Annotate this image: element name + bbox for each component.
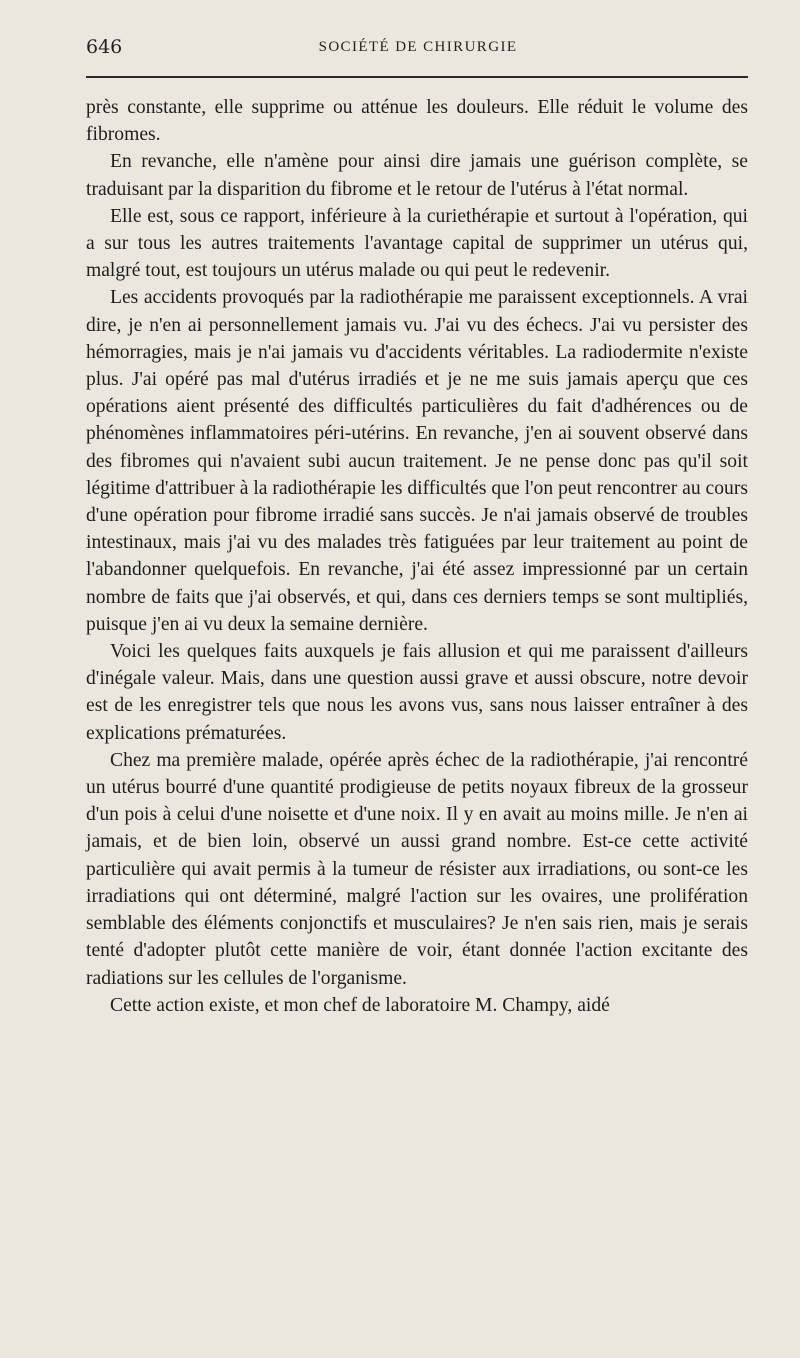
paragraph-6: Chez ma première malade, opérée après échec de la radiothérapie, j'ai rencontré un utérus bourré d'une quantité prodigieuse de petits noyaux fibreux de la grosseur d'un pois à celui d'une noisette et d'une noix. Il y en avait au moins mille. Je n'en ai jamais, et de bien loin, observé un aussi grand nombre. Est-ce cette activité particulière qui avait permis à la tumeur de résister aux irradiations, ou sont-ce les irradiations qui ont déterminé, malgré l'action sur les ovaires, une prolifération semblable des éléments conjonctifs et musculaires? Je n'en sais rien, mais je serais tenté d'adopter plutôt cette manière de voir, étant donnée l'action excitante des radiations sur les cellules de l'organisme.	[86, 749, 748, 989]
paragraph-5: Voici les quelques faits auxquels je fais allusion et qui me paraissent d'ailleurs d'inégale valeur. Mais, dans une question aussi grave et aussi obscure, notre devoir est de les enregistrer tels que nous les avons vus, sans nous laisser entraîner à des explications prématurées.	[86, 641, 748, 744]
page-number: 646	[86, 36, 123, 58]
paragraph-2: En revanche, elle n'amène pour ainsi dire jamais une guérison complète, se traduisant par la disparition du fibrome et le retour de l'utérus à l'état normal.	[86, 151, 748, 200]
page-header	[86, 34, 750, 64]
running-title: SOCIÉTÉ DE CHIRURGIE	[318, 39, 518, 55]
paragraph-1: près constante, elle supprime ou atténue les douleurs. Elle réduit le volume des fibromes.	[86, 97, 748, 146]
body-text	[86, 94, 748, 1019]
header-rule	[86, 76, 748, 78]
paragraph-4: Les accidents provoqués par la radiothérapie me paraissent exceptionnels. A vrai dire, je n'en ai personnellement jamais vu. J'ai vu des échecs. J'ai vu persister des hémorragies, mais je n'ai jamais vu d'accidents véritables. La radiodermite n'existe plus. J'ai opéré pas mal d'utérus irradiés et je ne me suis jamais aperçu que ces opérations aient présenté des difficultés particulières du fait d'adhérences ou de phénomènes inflammatoires péri-utérins. En revanche, j'en ai souvent observé dans des fibromes qui n'avaient subi aucun traitement. Je ne pense donc pas qu'il soit légitime d'attribuer à la radiothérapie les difficultés que l'on peut rencontrer au cours d'une opération pour fibrome irradié sans succès. Je n'ai jamais observé de troubles intestinaux, mais j'ai vu des malades très fatiguées par leur traitement au point de l'abandonner quelquefois. En revanche, j'ai été assez impressionné par un certain nombre de faits que j'ai observés, et qui, dans ces derniers temps se sont multipliés, puisque j'en ai vu deux la semaine dernière.	[86, 287, 748, 635]
paragraph-3: Elle est, sous ce rapport, inférieure à la curiethérapie et surtout à l'opération, qui a sur tous les autres traitements l'avantage capital de supprimer un utérus qui, malgré tout, est toujours un utérus malade ou qui peut le redevenir.	[86, 205, 748, 282]
paragraph-7: Cette action existe, et mon chef de laboratoire M. Champy, aidé	[110, 994, 610, 1016]
